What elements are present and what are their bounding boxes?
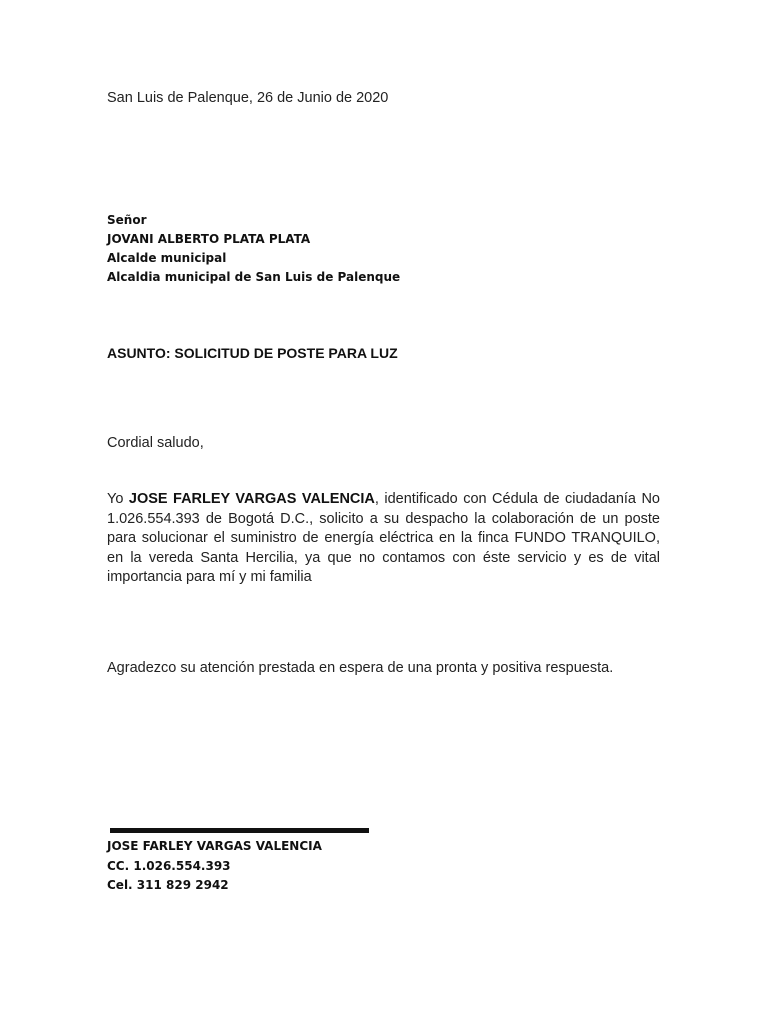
signature-line <box>110 828 369 833</box>
greeting: Cordial saludo, <box>107 435 204 451</box>
body-text: , identificado con Cédula de ciudadanía No 1.026.554.393 de Bogotá D.C., solicito a su despacho la colaboración de un poste para solucionar el suministro de energía eléctrica en la finca FUNDO TRANQUILO, en la vereda Santa Hercilia, ya que no contamos con éste servicio y es de vital importancia para mí y mi familia <box>107 491 660 585</box>
date-line: San Luis de Palenque, 26 de Junio de 2020 <box>107 90 389 106</box>
body-intro: Yo <box>107 491 129 507</box>
recipient-title: Alcalde municipal <box>107 251 227 265</box>
recipient-salutation: Señor <box>107 213 147 227</box>
signer-phone: Cel. 311 829 2942 <box>107 878 229 892</box>
recipient-block <box>107 211 400 287</box>
subject-line: ASUNTO: SOLICITUD DE POSTE PARA LUZ <box>107 345 398 361</box>
signer-id: CC. 1.026.554.393 <box>107 858 231 873</box>
recipient-office: Alcaldia municipal de San Luis de Palenque <box>107 270 401 284</box>
recipient-name: JOVANI ALBERTO PLATA PLATA <box>107 232 311 246</box>
signer-name: JOSE FARLEY VARGAS VALENCIA <box>107 839 322 853</box>
signature-block <box>107 837 322 896</box>
body-sender-name: JOSE FARLEY VARGAS VALENCIA <box>128 491 375 507</box>
body-paragraph <box>107 490 660 588</box>
closing-line: Agradezco su atención prestada en espera de una pronta y positiva respuesta. <box>107 660 614 676</box>
